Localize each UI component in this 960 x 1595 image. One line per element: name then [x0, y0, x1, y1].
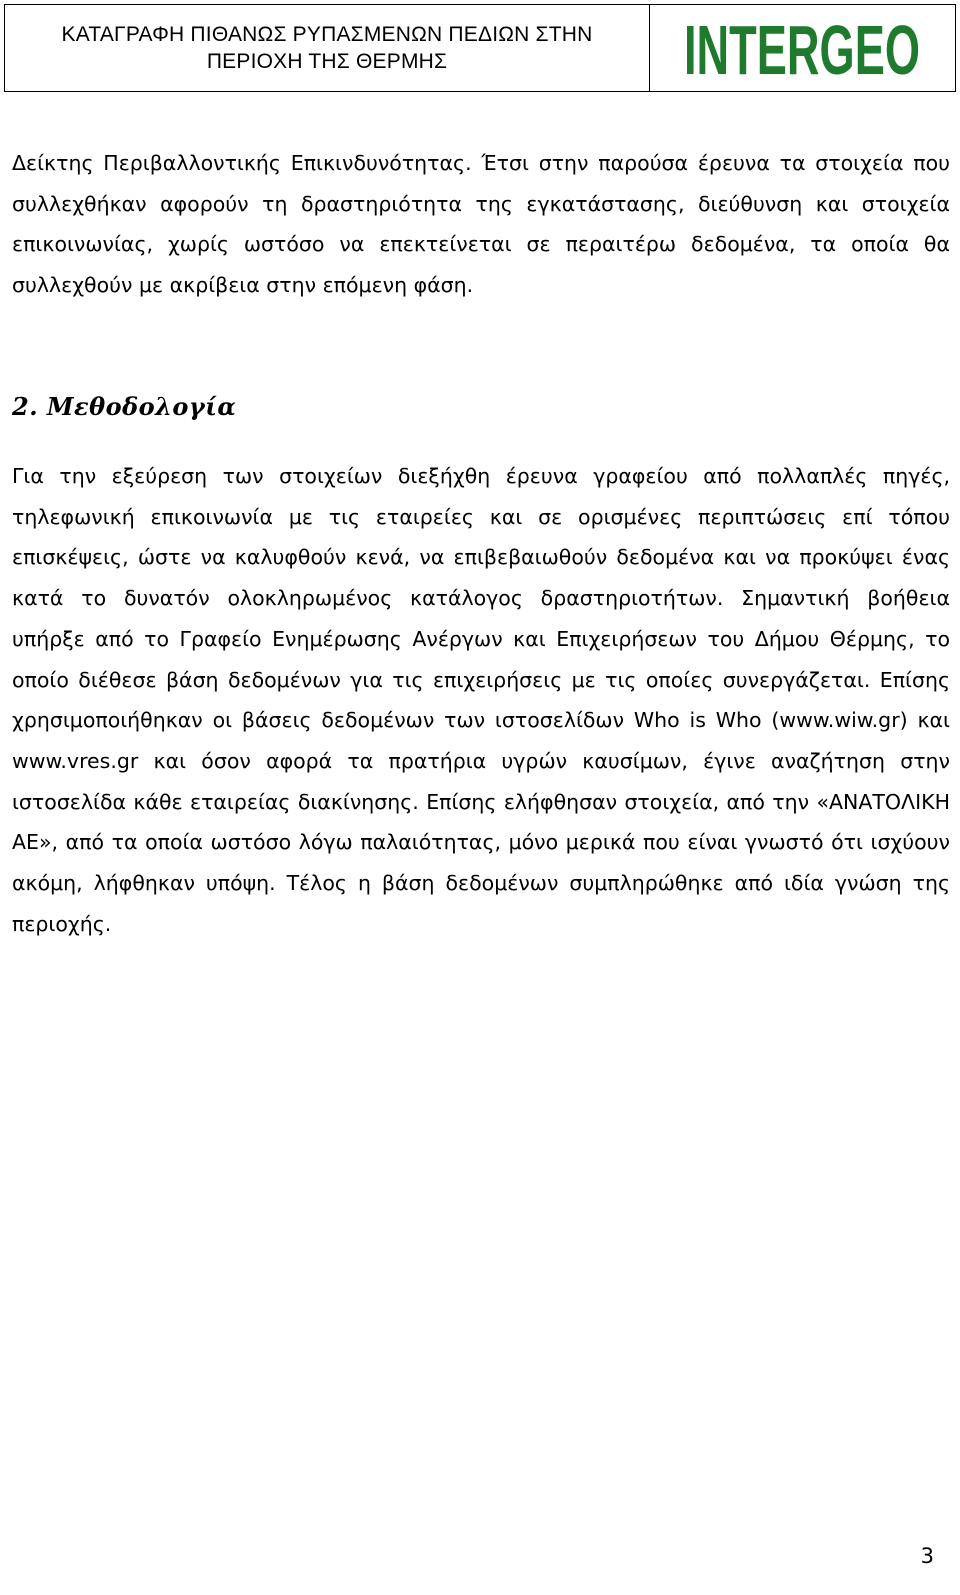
intro-paragraph: Δείκτης Περιβαλλοντικής Επικινδυνότητας. Έτσι στην παρούσα έρευνα τα στοιχεία που συλλεχθήκαν αφορούν τη δραστηριότητα της εγκατάστασης, διεύθυνση και στοιχεία επικοινωνίας, χωρίς ωστόσο να επεκτείνεται σε περαιτέρω δεδομένα, τα οποία θα συλλεχθούν με ακρίβεια στην επόμενη φάση.	[12, 151, 950, 297]
logo-wordmark: INTERGEO	[684, 11, 920, 88]
section-heading: 2. Μεθοδολογία	[12, 392, 237, 421]
page-header	[4, 4, 956, 92]
intergeo-logo	[650, 5, 955, 91]
document-title-line1: ΚΑΤΑΓΡΑΦΗ ΠΙΘΑΝΩΣ ΡΥΠΑΣΜΕΝΩΝ ΠΕΔΙΩΝ ΣΤΗΝ	[61, 23, 593, 46]
page-number: 3	[920, 1544, 934, 1568]
document-title-line2: ΠΕΡΙΟΧΗ ΤΗΣ ΘΕΡΜΗΣ	[206, 50, 448, 73]
methodology-paragraph: Για την εξεύρεση των στοιχείων διεξήχθη έρευνα γραφείου από πολλαπλές πηγές, τηλεφωνική επικοινωνία με τις εταιρείες και σε ορισμένες περιπτώσεις επί τόπου επισκέψεις, ώστε να καλυφθούν κενά, να επιβεβαιωθούν δεδομένα και να προκύψει ένας κατά το δυνατόν ολοκληρωμένος κατάλογος δραστηριοτήτων. Σημαντική βοήθεια υπήρξε από το Γραφείο Ενημέρωσης Ανέργων και Επιχειρήσεων του Δήμου Θέρμης, το οποίο διέθεσε βάση δεδομένων για τις επιχειρήσεις με τις οποίες συνεργάζεται. Επίσης χρησιμοποιήθηκαν οι βάσεις δεδομένων των ιστοσελίδων Who is Who (www.wiw.gr) και www.vres.gr και όσον αφορά τα πρατήρια υγρών καυσίμων, έγινε αναζήτηση στην ιστοσελίδα κάθε εταιρείας διακίνησης. Επίσης ελήφθησαν στοιχεία, από την «ΑΝΑΤΟΛΙΚΗ ΑΕ», από τα οποία ωστόσο λόγω παλαιότητας, μόνο μερικά που είναι γνωστό ότι ισχύουν ακόμη, λήφθηκαν υπόψη. Τέλος η βάση δεδομένων συμπληρώθηκε από ιδία γνώση της περιοχής.	[12, 464, 950, 936]
intergeo-logo-icon	[680, 8, 925, 88]
document-title	[5, 5, 650, 91]
